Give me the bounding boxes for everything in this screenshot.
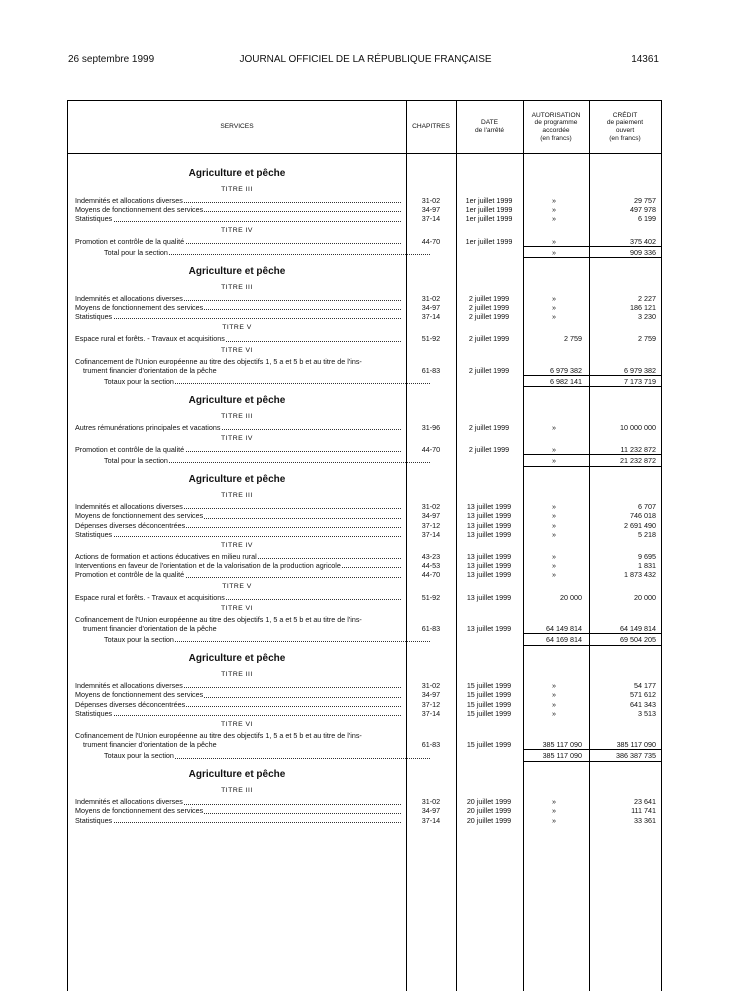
autorisation-cell: » — [552, 214, 556, 224]
table-row — [68, 690, 661, 699]
credit-cell: 9 695 — [638, 552, 656, 562]
credit-cell: 10 000 000 — [620, 422, 656, 432]
service-label — [75, 423, 401, 432]
total-credit: 7 173 719 — [624, 376, 656, 386]
service-label-text: Indemnités et allocations diverses — [75, 797, 183, 807]
service-label — [75, 237, 401, 246]
table-row — [68, 205, 661, 214]
table-row — [68, 552, 661, 561]
chapitre-cell: 44-53 — [421, 561, 441, 571]
chapitre-cell: 61-83 — [421, 740, 441, 750]
table-row — [68, 502, 661, 511]
header-date: 26 septembre 1999 — [68, 54, 155, 65]
date-cell: 2 juillet 1999 — [468, 334, 510, 344]
titre-label: TITRE III — [221, 283, 253, 291]
section-title: Agriculture et pêche — [188, 394, 286, 406]
service-label — [75, 334, 401, 343]
section-heading — [68, 471, 661, 489]
titre-heading — [68, 718, 661, 731]
total-autorisation: 385 117 090 — [542, 751, 582, 761]
autorisation-cell: » — [552, 690, 556, 700]
total-credit: 69 504 205 — [620, 635, 656, 645]
chapitre-cell: 31-02 — [421, 681, 441, 691]
credit-cell: 20 000 — [634, 592, 656, 602]
service-label-text: Statistiques — [75, 312, 113, 322]
date-cell: 20 juillet 1999 — [466, 806, 512, 816]
date-cell: 13 juillet 1999 — [466, 592, 512, 602]
table-row — [68, 593, 661, 602]
credit-cell: 11 232 872 — [620, 445, 656, 455]
date-cell: 1er juillet 1999 — [465, 196, 513, 205]
service-label-text: Dépenses diverses déconcentrées — [75, 699, 186, 709]
total-label-text: Totaux pour la section — [104, 376, 174, 386]
total-credit: 21 232 872 — [620, 456, 656, 466]
autorisation-cell: » — [552, 293, 556, 303]
total-label-text: Total pour la section — [104, 247, 168, 257]
chapitre-cell: 61-83 — [421, 623, 441, 633]
autorisation-cell: » — [552, 699, 556, 709]
service-label-text: Indemnités et allocations diverses — [75, 502, 183, 512]
column-header-chapitres: CHAPITRES — [412, 123, 450, 131]
total-label — [104, 751, 430, 760]
date-cell: 20 juillet 1999 — [466, 815, 512, 825]
chapitre-cell: 37-14 — [421, 529, 441, 539]
section-heading — [68, 650, 661, 668]
autorisation-cell: » — [552, 681, 556, 691]
date-cell: 2 juillet 1999 — [468, 422, 510, 432]
table-row — [68, 530, 661, 539]
chapitre-cell: 61-83 — [421, 365, 441, 375]
total-credit: 909 336 — [630, 247, 656, 257]
autorisation-cell: » — [552, 302, 556, 312]
total-label-text: Totaux pour la section — [104, 635, 174, 645]
service-label-text: Promotion et contrôle de la qualité — [75, 236, 185, 246]
autorisation-cell: 64 149 814 — [546, 623, 582, 633]
service-label — [75, 196, 401, 205]
column-header-date: DATE de l'arrêté — [474, 119, 505, 134]
chapitre-cell: 37-14 — [421, 214, 441, 224]
titre-heading — [68, 432, 661, 445]
credit-cell: 6 199 — [638, 214, 656, 224]
chapitre-cell: 51-92 — [421, 334, 441, 344]
credit-cell: 111 741 — [631, 806, 656, 816]
service-label-line2 — [75, 740, 401, 749]
total-credit: 386 387 735 — [616, 751, 656, 761]
total-label — [104, 635, 430, 644]
date-cell: 13 juillet 1999 — [466, 570, 512, 580]
autorisation-cell: 2 759 — [564, 334, 582, 344]
table-row — [68, 797, 661, 806]
date-cell: 13 juillet 1999 — [466, 529, 512, 539]
date-cell: 1er juillet 1999 — [465, 205, 513, 215]
total-autorisation: » — [552, 247, 556, 257]
service-label-text: Moyens de fonctionnement des services — [75, 690, 204, 700]
service-label-text: Espace rural et forêts. - Travaux et acquisitions — [75, 334, 225, 344]
credit-cell: 64 149 814 — [620, 623, 656, 633]
section-title: Agriculture et pêche — [188, 653, 286, 665]
total-autorisation: 64 169 814 — [546, 635, 582, 645]
date-cell: 15 juillet 1999 — [466, 740, 512, 750]
service-label — [75, 690, 401, 699]
titre-label: TITRE VI — [221, 720, 253, 728]
service-label-text: Interventions en faveur de l'orientation et de la valorisation de la production agricole — [75, 561, 341, 571]
service-label-line2 — [75, 366, 401, 375]
credit-cell: 746 018 — [630, 511, 656, 521]
total-label-text: Total pour la section — [104, 456, 168, 466]
titre-heading — [68, 410, 661, 423]
service-label-line2-text: trument financier d'orientation de la pêche — [83, 623, 217, 633]
date-cell: 1er juillet 1999 — [465, 214, 513, 224]
table-row — [68, 214, 661, 223]
chapitre-cell: 31-02 — [421, 293, 441, 303]
service-label — [75, 570, 401, 579]
credit-cell: 1 873 432 — [624, 570, 656, 580]
autorisation-cell: » — [552, 570, 556, 580]
autorisation-cell: » — [552, 511, 556, 521]
service-label — [75, 294, 401, 303]
section-title: Agriculture et pêche — [188, 265, 286, 277]
table-row — [68, 511, 661, 520]
credit-cell: 641 343 — [630, 699, 656, 709]
chapitre-cell: 34-97 — [421, 511, 441, 521]
autorisation-cell: » — [552, 806, 556, 816]
service-label — [75, 593, 401, 602]
table-row — [68, 709, 661, 718]
chapitre-cell: 37-14 — [421, 312, 441, 322]
service-label — [75, 681, 401, 690]
autorisation-cell: » — [552, 445, 556, 455]
service-label — [75, 552, 401, 561]
service-label — [75, 816, 401, 825]
service-label-text: Actions de formation et actions éducatives en milieu rural — [75, 552, 257, 562]
titre-label: TITRE V — [222, 582, 252, 590]
autorisation-cell: » — [552, 205, 556, 215]
service-label-line2-text: trument financier d'orientation de la pêche — [83, 365, 217, 375]
date-cell: 2 juillet 1999 — [468, 302, 510, 312]
credit-cell: 186 121 — [630, 302, 656, 312]
chapitre-cell: 44-70 — [421, 570, 441, 580]
table-body — [68, 161, 661, 825]
titre-heading — [68, 224, 661, 237]
section-heading — [68, 165, 661, 183]
titre-label: TITRE III — [221, 412, 253, 420]
date-cell: 20 juillet 1999 — [466, 797, 512, 807]
total-row — [68, 246, 661, 259]
chapitre-cell: 34-97 — [421, 302, 441, 312]
credit-cell: 375 402 — [630, 236, 656, 246]
section-heading — [68, 263, 661, 281]
autorisation-cell: » — [552, 312, 556, 322]
service-label-text: Moyens de fonctionnement des services — [75, 511, 204, 521]
credit-cell: 2 227 — [638, 293, 656, 303]
section-title: Agriculture et pêche — [188, 769, 286, 781]
table-row — [68, 294, 661, 303]
titre-label: TITRE V — [222, 324, 252, 332]
header-page-number: 14361 — [631, 54, 659, 65]
chapitre-cell: 51-92 — [421, 592, 441, 602]
chapitre-cell: 34-97 — [421, 205, 441, 215]
credit-cell: 497 978 — [630, 205, 656, 215]
service-label-text: Promotion et contrôle de la qualité — [75, 445, 185, 455]
table-row — [68, 681, 661, 690]
credit-cell: 3 230 — [638, 312, 656, 322]
total-row — [68, 454, 661, 467]
column-header-credit: CRÉDIT de paiement ouvert (en francs) — [606, 111, 644, 142]
date-cell: 13 juillet 1999 — [466, 623, 512, 633]
autorisation-cell: » — [552, 520, 556, 530]
service-label — [75, 205, 401, 214]
service-label — [75, 521, 401, 530]
service-label-text: Dépenses diverses déconcentrées — [75, 520, 186, 530]
total-row — [68, 375, 661, 388]
titre-heading — [68, 784, 661, 797]
titre-label: TITRE VI — [221, 604, 253, 612]
service-label-text: Espace rural et forêts. - Travaux et acquisitions — [75, 592, 225, 602]
credit-cell: 54 177 — [634, 681, 656, 691]
chapitre-cell: 37-12 — [421, 699, 441, 709]
service-label-text: Indemnités et allocations diverses — [75, 293, 183, 303]
credit-cell: 571 612 — [630, 690, 656, 700]
chapitre-cell: 44-70 — [421, 236, 441, 246]
chapitre-cell: 37-14 — [421, 815, 441, 825]
titre-label: TITRE IV — [221, 435, 253, 443]
date-cell: 15 juillet 1999 — [466, 690, 512, 700]
total-label — [104, 377, 430, 386]
table-row — [68, 570, 661, 579]
autorisation-cell: » — [552, 422, 556, 432]
service-label-text: Statistiques — [75, 529, 113, 539]
titre-heading — [68, 321, 661, 334]
chapitre-cell: 31-96 — [421, 422, 441, 432]
table-row — [68, 521, 661, 530]
total-label — [104, 248, 430, 257]
service-label-line1: Cofinancement de l'Union européenne au titre des objectifs 1, 5 a et 5 b et au titre de l'ins- — [75, 730, 362, 740]
service-label-line2 — [75, 624, 401, 633]
titre-label: TITRE III — [221, 492, 253, 500]
service-label-text: Moyens de fonctionnement des services — [75, 806, 204, 816]
date-cell: 13 juillet 1999 — [466, 520, 512, 530]
titre-label: TITRE VI — [221, 346, 253, 354]
date-cell: 2 juillet 1999 — [468, 445, 510, 455]
credit-cell: 29 757 — [634, 196, 656, 205]
table-row — [68, 196, 661, 205]
total-rule — [523, 749, 661, 750]
table-row — [68, 731, 661, 749]
autorisation-cell: » — [552, 708, 556, 718]
date-cell: 15 juillet 1999 — [466, 699, 512, 709]
service-label — [75, 445, 401, 454]
chapitre-cell: 31-02 — [421, 797, 441, 807]
credits-table — [67, 100, 662, 991]
autorisation-cell: 6 979 382 — [550, 365, 582, 375]
chapitre-cell: 31-02 — [421, 502, 441, 512]
table-row — [68, 237, 661, 246]
table-row — [68, 700, 661, 709]
titre-heading — [68, 281, 661, 294]
table-row — [68, 303, 661, 312]
total-label-text: Totaux pour la section — [104, 751, 174, 761]
chapitre-cell: 44-70 — [421, 445, 441, 455]
chapitre-cell: 37-14 — [421, 708, 441, 718]
total-rule — [523, 633, 661, 634]
service-label-text: Moyens de fonctionnement des services — [75, 205, 204, 215]
service-label-text: Indemnités et allocations diverses — [75, 196, 183, 205]
credit-cell: 385 117 090 — [616, 740, 656, 750]
date-cell: 2 juillet 1999 — [468, 312, 510, 322]
autorisation-cell: » — [552, 529, 556, 539]
autorisation-cell: » — [552, 797, 556, 807]
date-cell: 15 juillet 1999 — [466, 681, 512, 691]
header-rule — [68, 153, 661, 154]
credit-cell: 6 979 382 — [624, 365, 656, 375]
date-cell: 2 juillet 1999 — [468, 293, 510, 303]
autorisation-cell: » — [552, 815, 556, 825]
titre-heading — [68, 580, 661, 593]
titre-heading — [68, 489, 661, 502]
table-row — [68, 334, 661, 343]
credit-cell: 5 218 — [638, 529, 656, 539]
service-label — [75, 312, 401, 321]
titre-heading — [68, 344, 661, 357]
service-label — [75, 797, 401, 806]
service-label — [75, 502, 401, 511]
chapitre-cell: 37-12 — [421, 520, 441, 530]
total-rule — [523, 761, 661, 762]
table-row — [68, 357, 661, 375]
service-label-text: Statistiques — [75, 815, 113, 825]
titre-label: TITRE III — [221, 186, 253, 193]
titre-label: TITRE IV — [221, 542, 253, 550]
service-label — [75, 303, 401, 312]
date-cell: 13 juillet 1999 — [466, 561, 512, 571]
service-label-line1: Cofinancement de l'Union européenne au titre des objectifs 1, 5 a et 5 b et au titre de l'ins- — [75, 614, 362, 624]
total-rule — [523, 257, 661, 258]
total-rule — [523, 454, 661, 455]
titre-heading — [68, 539, 661, 552]
header-journal-title: JOURNAL OFFICIEL DE LA RÉPUBLIQUE FRANÇAISE — [239, 54, 492, 65]
table-row — [68, 615, 661, 633]
autorisation-cell: » — [552, 552, 556, 562]
service-label-text: Indemnités et allocations diverses — [75, 681, 183, 691]
total-row — [68, 633, 661, 646]
autorisation-cell: » — [552, 236, 556, 246]
section-heading — [68, 766, 661, 784]
service-label — [75, 731, 401, 749]
date-cell: 13 juillet 1999 — [466, 552, 512, 562]
table-row — [68, 806, 661, 815]
total-row — [68, 749, 661, 762]
total-label — [104, 456, 430, 465]
autorisation-cell: » — [552, 561, 556, 571]
column-header-services: SERVICES — [220, 123, 254, 131]
service-label — [75, 700, 401, 709]
credit-cell: 3 513 — [638, 708, 656, 718]
chapitre-cell: 34-97 — [421, 806, 441, 816]
credit-cell: 2 691 490 — [624, 520, 656, 530]
date-cell: 13 juillet 1999 — [466, 511, 512, 521]
service-label-text: Promotion et contrôle de la qualité — [75, 570, 185, 580]
table-row — [68, 816, 661, 825]
section-heading — [68, 392, 661, 410]
service-label-text: Moyens de fonctionnement des services — [75, 302, 204, 312]
credit-cell: 2 759 — [638, 334, 656, 344]
service-label — [75, 615, 401, 633]
date-cell: 1er juillet 1999 — [465, 236, 513, 246]
date-cell: 2 juillet 1999 — [468, 365, 510, 375]
titre-heading — [68, 602, 661, 615]
table-row — [68, 423, 661, 432]
chapitre-cell: 31-02 — [421, 196, 441, 205]
service-label-line1: Cofinancement de l'Union européenne au titre des objectifs 1, 5 a et 5 b et au titre de l'ins- — [75, 356, 362, 366]
date-cell: 15 juillet 1999 — [466, 708, 512, 718]
service-label — [75, 357, 401, 375]
total-rule — [523, 386, 661, 387]
table-row — [68, 312, 661, 321]
service-label — [75, 511, 401, 520]
section-title: Agriculture et pêche — [188, 474, 286, 486]
total-autorisation: 6 982 141 — [550, 376, 582, 386]
titre-label: TITRE IV — [221, 226, 253, 234]
table-row — [68, 561, 661, 570]
autorisation-cell: 385 117 090 — [542, 740, 582, 750]
section-title: Agriculture et pêche — [188, 168, 286, 179]
autorisation-cell: » — [552, 196, 556, 205]
credit-cell: 6 707 — [638, 502, 656, 512]
service-label — [75, 806, 401, 815]
service-label-text: Autres rémunérations principales et vacations — [75, 422, 221, 432]
date-cell: 13 juillet 1999 — [466, 502, 512, 512]
service-label-text: Statistiques — [75, 214, 113, 224]
credit-cell: 33 361 — [634, 815, 656, 825]
credit-cell: 1 831 — [638, 561, 656, 571]
service-label — [75, 530, 401, 539]
titre-label: TITRE III — [221, 787, 253, 795]
table-row — [68, 445, 661, 454]
total-rule — [523, 246, 661, 247]
autorisation-cell: » — [552, 502, 556, 512]
titre-heading — [68, 668, 661, 681]
autorisation-cell: 20 000 — [560, 592, 582, 602]
service-label — [75, 561, 401, 570]
chapitre-cell: 34-97 — [421, 690, 441, 700]
column-header-autorisation: AUTORISATION de programme accordée (en francs) — [531, 111, 581, 142]
total-rule — [523, 466, 661, 467]
total-rule — [523, 645, 661, 646]
service-label — [75, 214, 401, 223]
chapitre-cell: 43-23 — [421, 552, 441, 562]
service-label — [75, 709, 401, 718]
titre-heading — [68, 183, 661, 196]
total-rule — [523, 375, 661, 376]
service-label-text: Statistiques — [75, 708, 113, 718]
titre-label: TITRE III — [221, 671, 253, 679]
credit-cell: 23 641 — [634, 797, 656, 807]
service-label-line2-text: trument financier d'orientation de la pêche — [83, 740, 217, 750]
total-autorisation: » — [552, 456, 556, 466]
